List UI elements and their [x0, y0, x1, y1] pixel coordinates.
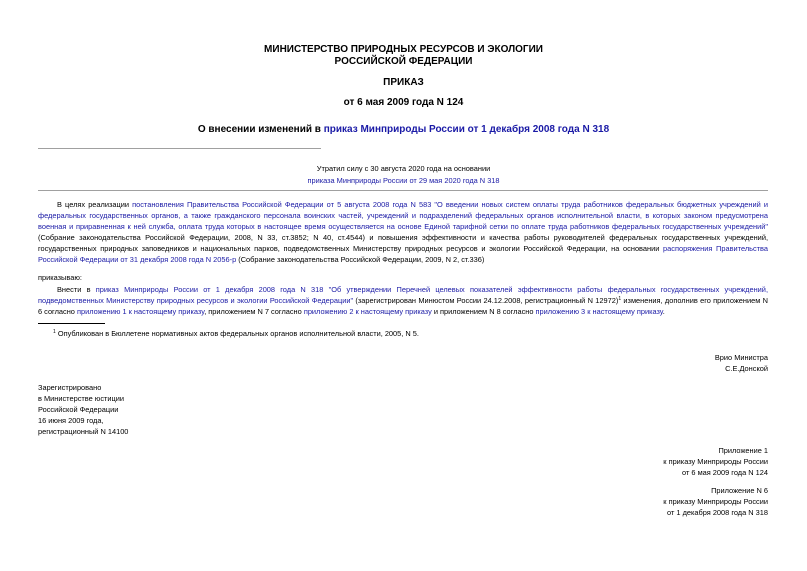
status-note-link[interactable]: приказа Минприроды России от 29 мая 2020 года N 318 [307, 176, 500, 185]
subject-prefix: О внесении изменений в [197, 124, 324, 135]
registration-line2: в Министерстве юстиции [38, 394, 125, 403]
order-paragraph [38, 284, 768, 317]
appendix6-line3: от 1 декабря 2008 года N 318 [667, 508, 768, 517]
order-link-318[interactable]: приказ Минприроды России от 1 декабря 2008 года N 318 "Об утверждении Перечней целевых показателей эффективности работы федеральных государственных учреждений, подведомственных Министерству природных ресурсов и экологии Российской Федерации" [38, 285, 768, 305]
order-text-3: изменения, дополнив его приложением N 6 согласно [38, 296, 768, 316]
order-word: приказываю: [38, 273, 82, 282]
registration-line5: регистрационный N 14100 [38, 427, 129, 436]
registration-line3: Российской Федерации [38, 405, 119, 414]
signature-name: С.Е.Донской [725, 364, 768, 373]
footnote [53, 328, 753, 339]
appendix1-title: Приложение 1 [718, 446, 768, 455]
status-note-line: Утратил силу с 30 августа 2020 года на основании [316, 164, 491, 173]
ministry-title-line2: РОССИЙСКОЙ ФЕДЕРАЦИИ [334, 56, 473, 67]
footnote-ref: 1 [618, 296, 622, 302]
preamble-link-decree-583[interactable]: постановления Правительства Российской Федерации от 5 августа 2008 года N 583 "О введении новых систем оплаты труда работников федеральных бюджетных учреждений и федеральных государственных органов, а также гражданского персонала воинских частей, учреждений и подразделений федеральных органов исполнительной власти, в которых законом предусмотрена военная и приравненная к ней служба, оплата труда которых в настоящее время осуществляется на основе Единой тарифной сетки по оплате труда работников федеральных государственных учреждений" [38, 200, 769, 231]
separator-line-full [38, 190, 768, 191]
footnote-text: Опубликован в Бюллетене нормативных актов федеральных органов исполнительной власти, 2005, N 5. [55, 329, 419, 338]
preamble-text-3: (Собрание законодательства Российской Федерации, 2009, N 2, ст.336) [236, 255, 485, 264]
footnote-separator [38, 323, 105, 324]
order-text-6: . [662, 307, 665, 316]
preamble-text-1: В целях реализации [57, 200, 133, 209]
appendix1-line3: от 6 мая 2009 года N 124 [682, 468, 768, 477]
doc-date: от 6 мая 2009 года N 124 [343, 97, 464, 108]
status-note [0, 175, 807, 186]
separator-line [38, 148, 321, 149]
footnote-mark: 1 [53, 329, 56, 335]
order-text-5: и приложением N 8 согласно [431, 307, 536, 316]
order-link-appendix-2[interactable]: приложению 2 к настоящему приказу [303, 307, 432, 316]
registration-line4: 16 июня 2009 года, [38, 416, 104, 425]
registration-line1: Зарегистрировано [38, 383, 102, 392]
appendix1-line2: к приказу Минприроды России [663, 457, 768, 466]
subject-link[interactable]: приказ Минприроды России от 1 декабря 2008 года N 318 [323, 124, 610, 135]
appendix6-line2: к приказу Минприроды России [663, 497, 768, 506]
order-link-appendix-3[interactable]: приложению 3 к настоящему приказу [535, 307, 663, 316]
appendix6-title: Приложение N 6 [711, 486, 768, 495]
preamble-text-2: (Собрание законодательства Российской Федерации, 2008, N 33, ст.3852; N 40, ст.4544) и повышения эффективности и качества работы руководителей федеральных государственных учреждений, государственных природных заповедников и национальных парков, подведомственных Министерству природных ресурсов и экологии Российской Федерации, на основании [38, 233, 768, 253]
order-text-1: Внести в [57, 285, 96, 294]
order-text-2: (зарегистрирован Минюстом России 24.12.2008, регистрационный N 12972) [353, 296, 619, 305]
doc-subject [0, 124, 807, 136]
signature-position: Врио Министра [714, 353, 768, 362]
preamble-paragraph [38, 199, 768, 265]
ministry-title-line1: МИНИСТЕРСТВО ПРИРОДНЫХ РЕСУРСОВ И ЭКОЛОГИИ [264, 44, 543, 55]
preamble-link-order-2056[interactable]: распоряжения Правительства Российской Федерации от 31 декабря 2008 года N 2056-р [38, 244, 769, 264]
order-text-4: , приложением N 7 согласно [204, 307, 304, 316]
doc-type: ПРИКАЗ [383, 77, 424, 88]
order-link-appendix-1[interactable]: приложению 1 к настоящему приказу [76, 307, 205, 316]
